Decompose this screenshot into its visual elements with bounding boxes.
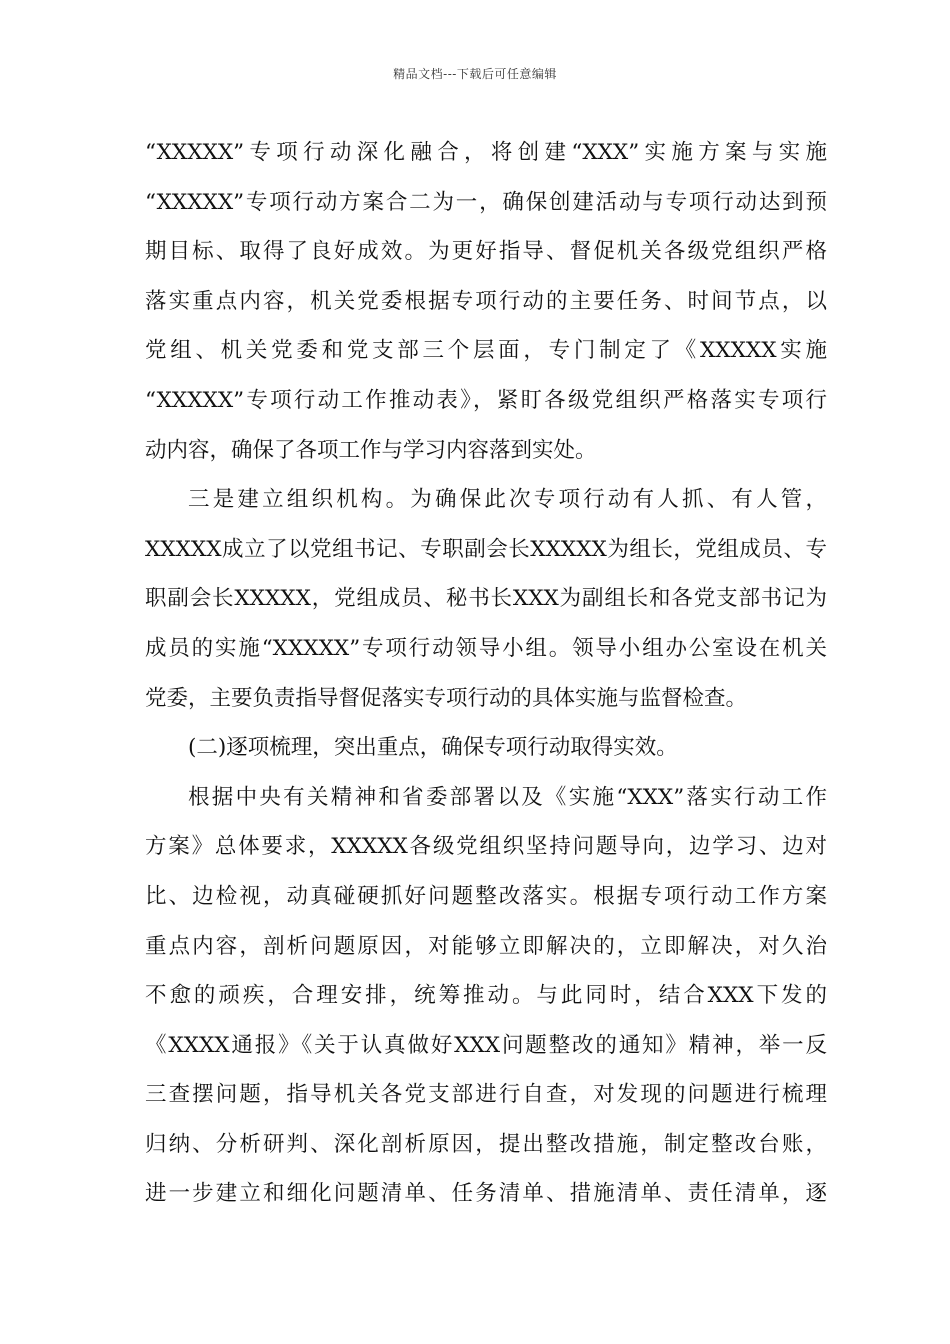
text-line: 根据中央有关精神和省委部署以及《实施“XXX”落实行动工作 [188, 784, 827, 810]
text-line: 归纳、分析研判、深化剖析原因，提出整改措施，制定整改台账， [145, 1131, 827, 1157]
section-heading: (二)逐项梳理，突出重点，确保专项行动取得实效。 [188, 735, 678, 761]
text-line: 方案》总体要求，XXXXX各级党组织坚持问题导向，边学习、边对 [145, 834, 827, 860]
text-line: 期目标、取得了良好成效。为更好指导、督促机关各级党组织严格 [145, 239, 827, 265]
text-line: 不愈的顽疾，合理安排，统筹推动。与此同时，结合XXX下发的 [145, 983, 827, 1009]
text-line: 成员的实施“XXXXX”专项行动领导小组。领导小组办公室设在机关 [145, 635, 827, 661]
text-line: 动内容，确保了各项工作与学习内容落到实处。 [145, 437, 597, 463]
text-line: 落实重点内容，机关党委根据专项行动的主要任务、时间节点，以 [145, 288, 827, 314]
text-line: 职副会长XXXXX，党组成员、秘书长XXX为副组长和各党支部书记为 [145, 586, 827, 612]
body-text [145, 128, 827, 1219]
text-line: 进一步建立和细化问题清单、任务清单、措施清单、责任清单，逐 [145, 1181, 827, 1207]
text-line: 重点内容，剖析问题原因，对能够立即解决的，立即解决，对久治 [145, 933, 827, 959]
text-line: 党组、机关党委和党支部三个层面，专门制定了《XXXXX实施 [145, 338, 827, 364]
text-line: 三查摆问题，指导机关各党支部进行自查，对发现的问题进行梳理 [145, 1082, 827, 1108]
text-line: XXXXX成立了以党组书记、专职副会长XXXXX为组长，党组成员、专 [145, 536, 827, 562]
text-line: 《XXXX通报》《关于认真做好XXX问题整改的通知》精神，举一反 [145, 1032, 827, 1058]
text-line: “XXXXX”专项行动方案合二为一，确保创建活动与专项行动达到预 [145, 189, 827, 215]
text-line: 党委，主要负责指导督促落实专项行动的具体实施与监督检查。 [145, 685, 748, 711]
text-line: “XXXXX”专项行动工作推动表》，紧盯各级党组织严格落实专项行 [145, 387, 827, 413]
page-header: 精品文档---下载后可任意编辑 [393, 67, 557, 81]
text-line: “XXXXX”专项行动深化融合，将创建“XXX”实施方案与实施 [145, 140, 827, 165]
paragraph-heading-line: 三是建立组织机构。为确保此次专项行动有人抓、有人管， [188, 487, 827, 513]
text-line: 比、边检视，动真碰硬抓好问题整改落实。根据专项行动工作方案 [145, 883, 827, 909]
